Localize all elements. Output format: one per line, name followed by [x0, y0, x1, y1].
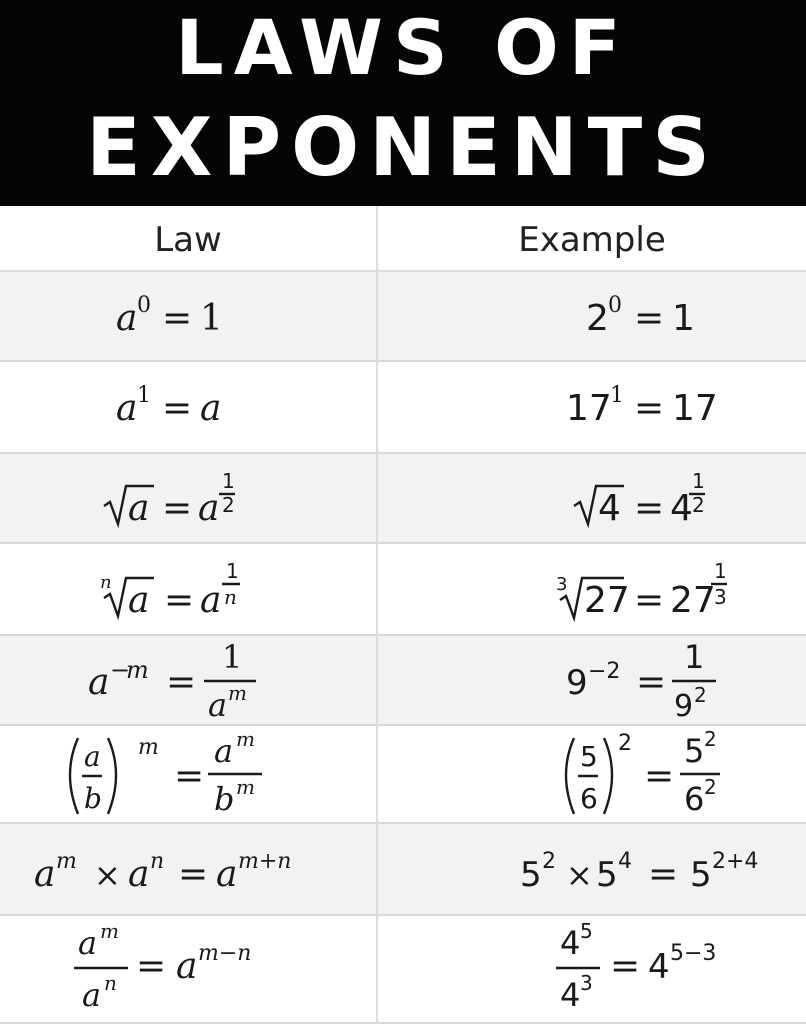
row-formulas [0, 726, 806, 822]
example-formula [556, 919, 716, 1014]
svg-text:−2: −2 [588, 659, 621, 684]
svg-text:1: 1 [610, 383, 624, 408]
column-header-example: Example [518, 220, 666, 260]
svg-text:4: 4 [618, 849, 632, 874]
svg-text:6: 6 [684, 780, 705, 818]
svg-text:a: a [214, 732, 234, 770]
svg-text:=: = [644, 756, 675, 797]
law-formula [88, 638, 256, 724]
svg-text:5: 5 [690, 855, 712, 895]
table-row [0, 362, 806, 454]
svg-text:m: m [236, 727, 255, 751]
svg-text:=: = [634, 388, 665, 429]
svg-text:a: a [82, 976, 102, 1014]
table-row [0, 544, 806, 636]
svg-text:3: 3 [556, 574, 568, 595]
svg-text:9: 9 [674, 689, 694, 724]
svg-text:a: a [84, 740, 101, 773]
svg-text:1: 1 [692, 469, 705, 493]
svg-text:0: 0 [608, 293, 622, 318]
svg-text:n: n [150, 849, 165, 874]
svg-text:=: = [610, 946, 641, 987]
svg-text:b: b [214, 780, 235, 818]
svg-text:2: 2 [692, 493, 705, 517]
svg-text:m: m [228, 681, 247, 705]
svg-text:17: 17 [672, 388, 718, 429]
law-formula [34, 849, 291, 895]
svg-text:m: m [236, 775, 255, 799]
svg-text:×: × [94, 856, 121, 894]
svg-text:27: 27 [670, 580, 716, 621]
svg-text:2: 2 [618, 731, 632, 756]
svg-text:4: 4 [670, 488, 693, 529]
svg-text:=: = [136, 946, 167, 987]
svg-text:3: 3 [580, 971, 593, 995]
svg-text:1: 1 [222, 638, 243, 676]
svg-text:5: 5 [580, 919, 593, 943]
svg-text:a: a [116, 298, 138, 339]
svg-text:2: 2 [586, 298, 609, 339]
title-line-2: EXPONENTS [86, 101, 720, 194]
svg-text:5: 5 [684, 732, 705, 770]
svg-text:n: n [224, 585, 237, 609]
svg-text:−: − [110, 656, 131, 684]
svg-text:1: 1 [137, 383, 151, 408]
svg-text:=: = [648, 854, 679, 895]
svg-text:1: 1 [222, 469, 235, 493]
table-row [0, 824, 806, 916]
svg-text:a: a [200, 580, 222, 621]
svg-text:2: 2 [704, 727, 717, 751]
svg-text:1: 1 [684, 638, 705, 676]
svg-text:1: 1 [226, 559, 239, 583]
svg-text:a: a [88, 662, 110, 703]
svg-text:4: 4 [648, 947, 670, 987]
svg-text:=: = [174, 756, 205, 797]
column-header-law: Law [154, 220, 222, 260]
svg-text:a: a [200, 388, 222, 429]
svg-text:a: a [128, 488, 150, 529]
svg-text:1: 1 [672, 298, 695, 339]
law-formula [100, 559, 240, 621]
table-row [0, 916, 806, 1024]
svg-text:=: = [162, 388, 193, 429]
svg-text:5: 5 [596, 855, 618, 895]
svg-text:27: 27 [584, 580, 630, 621]
svg-text:a: a [116, 388, 138, 429]
svg-text:a: a [216, 854, 238, 895]
svg-text:3: 3 [714, 585, 727, 609]
svg-text:b: b [84, 782, 102, 815]
svg-text:4: 4 [560, 976, 581, 1014]
law-formula [104, 469, 235, 529]
svg-text:4: 4 [598, 488, 621, 529]
row-formulas [0, 824, 806, 914]
svg-text:5−3: 5−3 [670, 941, 717, 966]
svg-text:a: a [128, 580, 150, 621]
svg-text:a: a [208, 686, 228, 724]
svg-text:=: = [634, 488, 665, 529]
table-row [0, 454, 806, 544]
svg-text:2: 2 [542, 849, 556, 874]
svg-text:m: m [126, 656, 149, 684]
svg-text:a: a [34, 854, 56, 895]
example-formula [574, 469, 705, 529]
svg-text:5: 5 [520, 855, 542, 895]
svg-text:×: × [566, 856, 593, 894]
svg-text:=: = [178, 854, 209, 895]
svg-text:a: a [128, 854, 150, 895]
example-formula [566, 727, 720, 818]
row-formulas [0, 362, 806, 452]
svg-text:=: = [634, 298, 665, 339]
column-divider [376, 206, 378, 1024]
example-formula [566, 638, 716, 724]
svg-text:0: 0 [137, 293, 151, 318]
svg-text:m: m [138, 735, 159, 760]
svg-text:6: 6 [580, 782, 598, 815]
law-formula [116, 383, 221, 429]
svg-text:4: 4 [560, 924, 581, 962]
example-formula [586, 293, 695, 339]
svg-text:=: = [634, 580, 665, 621]
law-formula [70, 727, 262, 818]
title-banner [0, 0, 806, 206]
svg-text:a: a [198, 488, 220, 529]
svg-text:17: 17 [566, 388, 612, 429]
example-formula [520, 849, 758, 895]
svg-text:m: m [56, 849, 77, 874]
svg-text:2+4: 2+4 [712, 849, 759, 874]
svg-text:n: n [104, 971, 117, 995]
svg-text:=: = [636, 662, 667, 703]
svg-text:m−n: m−n [198, 941, 252, 966]
svg-text:=: = [164, 580, 195, 621]
svg-text:a: a [78, 924, 98, 962]
svg-text:=: = [166, 662, 197, 703]
table-row [0, 636, 806, 726]
example-formula [556, 559, 727, 621]
row-formulas [0, 544, 806, 634]
svg-text:9: 9 [566, 663, 588, 703]
svg-text:2: 2 [222, 493, 235, 517]
svg-text:2: 2 [694, 683, 707, 707]
row-formulas [0, 916, 806, 1022]
table-row [0, 272, 806, 362]
svg-text:2: 2 [704, 775, 717, 799]
svg-text:a: a [176, 946, 198, 987]
svg-text:=: = [162, 298, 193, 339]
example-formula [566, 383, 718, 429]
law-formula [74, 919, 251, 1014]
svg-text:=: = [162, 488, 193, 529]
column-header-row [0, 206, 806, 272]
row-formulas [0, 636, 806, 724]
svg-text:5: 5 [580, 740, 598, 773]
svg-text:n: n [100, 572, 112, 593]
table-row [0, 726, 806, 824]
svg-text:m+n: m+n [238, 849, 292, 874]
title-line-1: LAWS OF [175, 3, 631, 92]
row-formulas [0, 272, 806, 360]
svg-text:m: m [100, 919, 119, 943]
law-formula [116, 293, 223, 339]
svg-text:1: 1 [200, 298, 223, 339]
svg-text:1: 1 [714, 559, 727, 583]
row-formulas [0, 454, 806, 542]
